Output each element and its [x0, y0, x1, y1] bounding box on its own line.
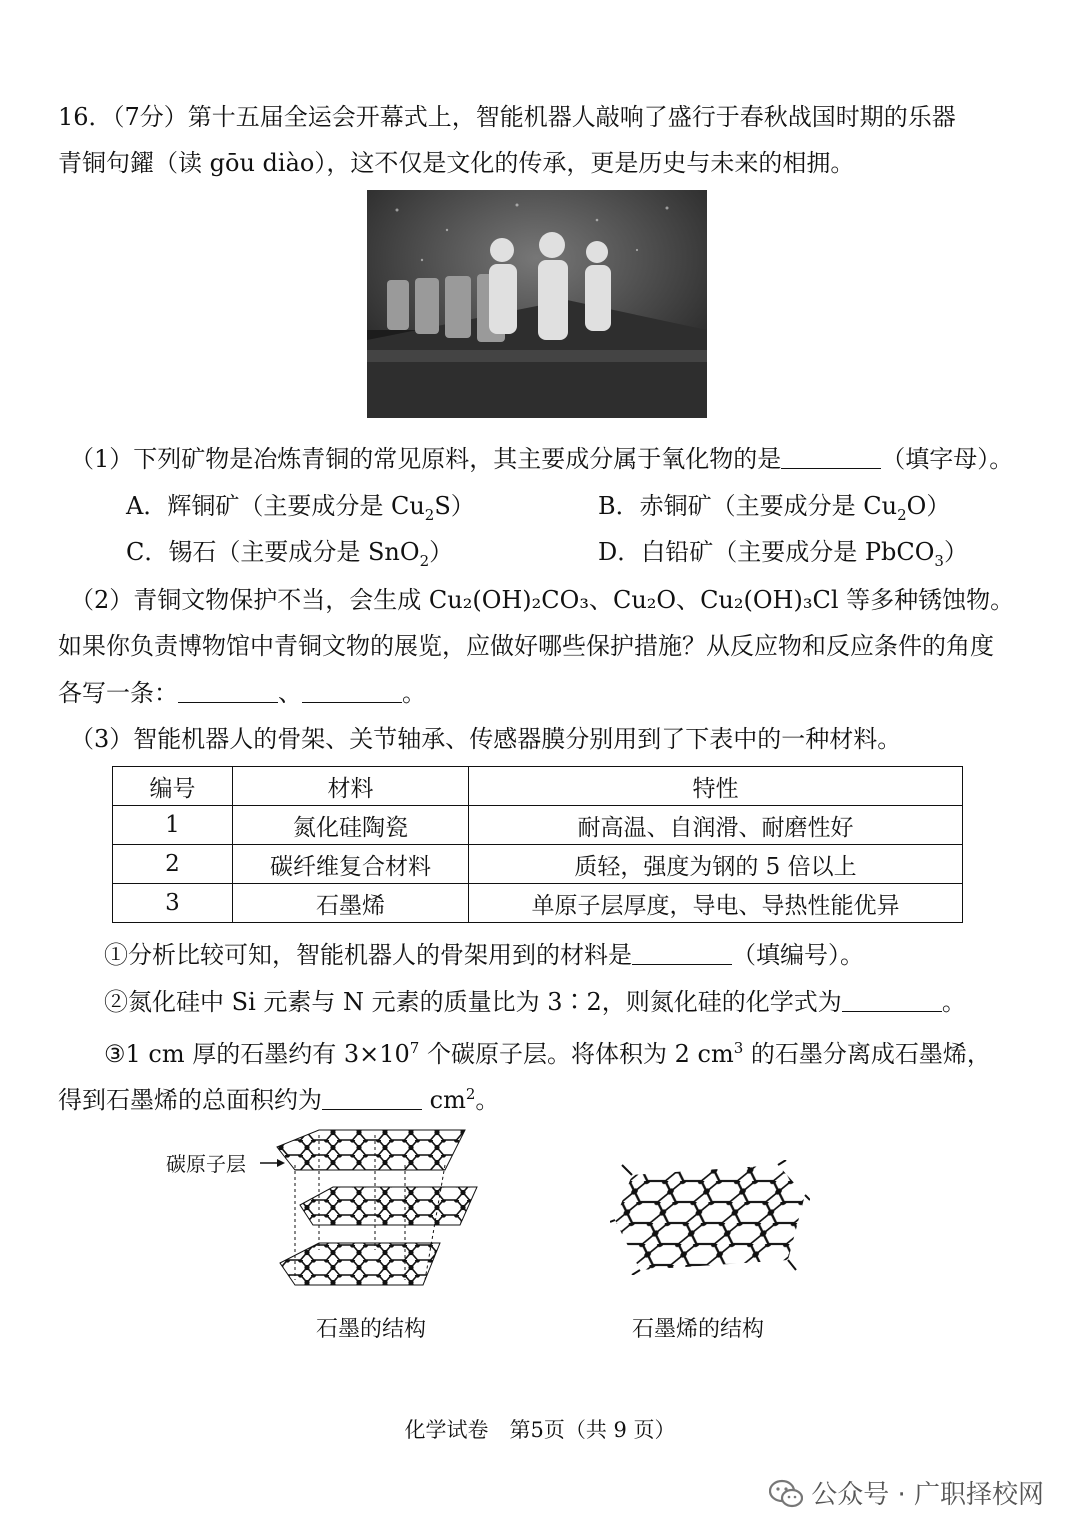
part3-q1: ①分析比较可知，智能机器人的骨架用到的材料是 （填编号）。 — [104, 941, 864, 969]
table-cell: 3 — [113, 884, 233, 923]
part3-q3-line1: ③1 cm 厚的石墨约有 $3\times 10^7$ 个碳原子层。将体积为 2 $cm^3$ 的石墨分离成石墨烯， — [104, 1039, 991, 1068]
part3-q1-answer-blank[interactable] — [632, 940, 732, 965]
page-footer: 化学试卷 第5页（共 9 页） — [404, 1418, 676, 1442]
part1-answer-blank[interactable] — [781, 444, 881, 469]
option-a: A．辉铜矿（主要成分是 $Cu_2S$） — [126, 492, 475, 524]
option-d: D．白铅矿（主要成分是 PbCO$_3$） — [598, 538, 968, 570]
part2-line3: 各写一条： 、 。 — [58, 679, 426, 707]
table-cell: 2 — [113, 845, 233, 884]
part2-answer-blank-2[interactable] — [302, 678, 402, 703]
part2-line1: （2）青铜文物保护不当，会生成 Cu₂(OH)₂CO₃、Cu₂O、Cu₂(OH)₃Cl 等多种锈蚀物。 — [70, 586, 1015, 614]
part3-q2: ②氮化硅中 Si 元素与 N 元素的质量比为 3∶2，则氮化硅的化学式为 。 — [104, 988, 966, 1016]
table-cell: 氮化硅陶瓷 — [233, 806, 469, 845]
table-cell: 耐高温、自润滑、耐磨性好 — [469, 806, 963, 845]
table-header-row — [113, 767, 963, 806]
option-c: C．锡石（主要成分是 SnO$_2$） — [126, 538, 454, 570]
part3-q3-line2: 得到石墨烯的总面积约为 $cm^2$。 — [58, 1085, 500, 1114]
table-row — [113, 884, 963, 923]
question-stem-line1: 16．（7分）第十五届全运会开幕式上，智能机器人敲响了盛行于春秋战国时期的乐器 — [58, 103, 956, 131]
part3-q2-answer-blank[interactable] — [842, 987, 942, 1012]
graphite-structure-diagram — [255, 1125, 495, 1315]
table-cell: 质轻，强度为钢的 5 倍以上 — [469, 845, 963, 884]
wechat-icon — [769, 1479, 803, 1509]
carbon-layer-label: 碳原子层 — [166, 1152, 246, 1176]
part2-answer-blank-1[interactable] — [178, 678, 278, 703]
graphene-structure-diagram — [610, 1160, 810, 1275]
robot-photo-image — [367, 190, 707, 418]
table-cell: 单原子层厚度，导电、导热性能优异 — [469, 884, 963, 923]
graphite-caption: 石墨的结构 — [316, 1317, 427, 1342]
table-header: 材料 — [233, 767, 469, 806]
table-row — [113, 806, 963, 845]
table-cell: 石墨烯 — [233, 884, 469, 923]
option-b: B．赤铜矿（主要成分是 $Cu_2O$） — [598, 492, 951, 524]
graphene-caption: 石墨烯的结构 — [632, 1317, 765, 1342]
watermark-text: 公众号 · 广职择校网 — [811, 1480, 1044, 1510]
part2-line2: 如果你负责博物馆中青铜文物的展览，应做好哪些保护措施？从反应物和反应条件的角度 — [58, 632, 994, 660]
robot-photo — [367, 190, 707, 418]
question-stem-line2: 青铜句鑃（读 gōu diào），这不仅是文化的传承，更是历史与未来的相拥。 — [58, 149, 855, 177]
table-header: 编号 — [113, 767, 233, 806]
table-header: 特性 — [469, 767, 963, 806]
table-row — [113, 845, 963, 884]
part3-q3-answer-blank[interactable] — [322, 1085, 422, 1110]
watermark — [769, 1474, 1044, 1511]
part3-intro: （3）智能机器人的骨架、关节轴承、传感器膜分别用到了下表中的一种材料。 — [70, 725, 902, 753]
materials-table — [112, 766, 963, 923]
table-cell: 1 — [113, 806, 233, 845]
part1-question: （1）下列矿物是冶炼青铜的常见原料，其主要成分属于氧化物的是 （填字母）。 — [70, 445, 1014, 473]
table-cell: 碳纤维复合材料 — [233, 845, 469, 884]
